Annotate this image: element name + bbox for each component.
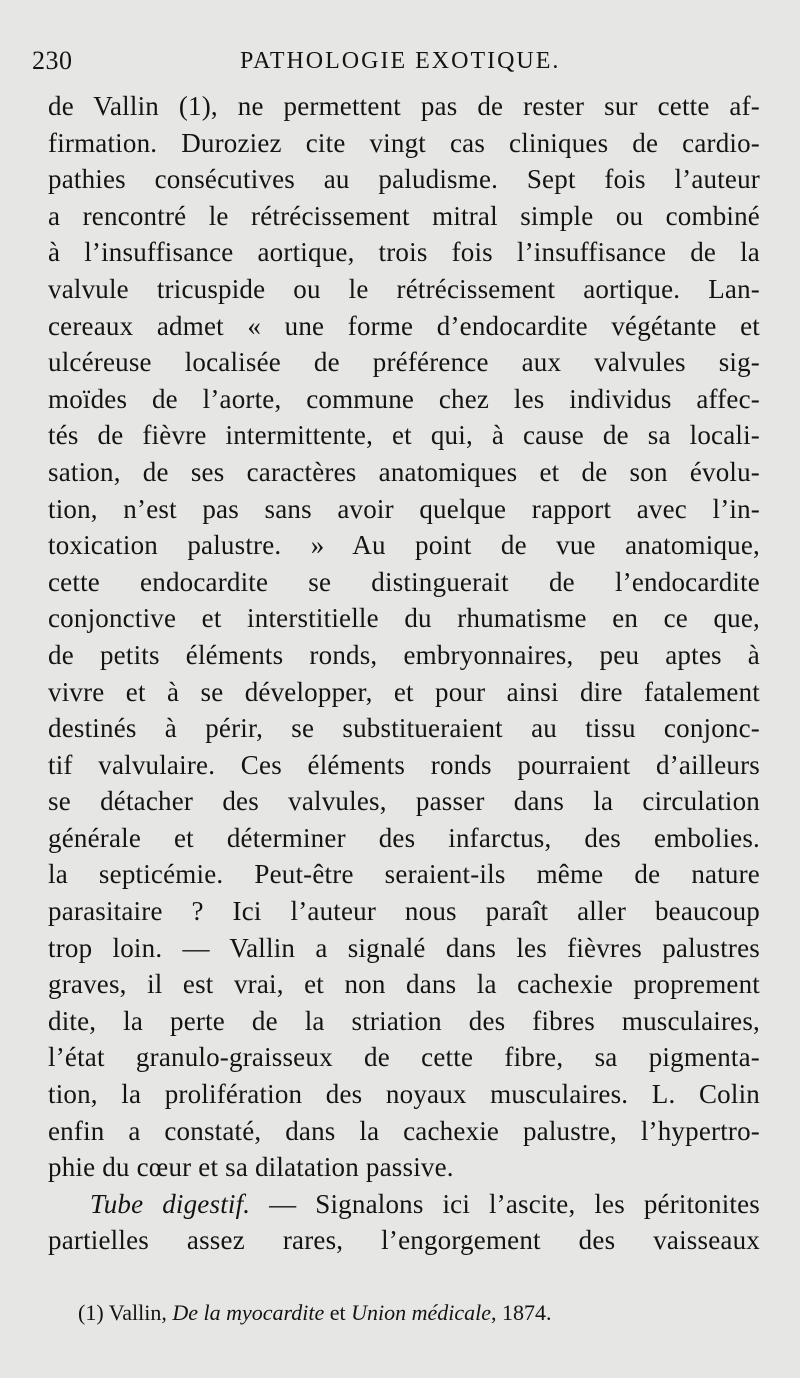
text-line: dite, la perte de la striation des fibres musculaires, xyxy=(48,1005,760,1036)
text-line: cereaux admet « une forme d’endocardite végétante et xyxy=(48,310,760,341)
section-line xyxy=(48,1186,760,1223)
text-line: toxication palustre. » Au point de vue anatomique, xyxy=(48,530,760,561)
text-line: valvule tricuspide ou le rétrécissement aortique. Lan- xyxy=(48,273,760,304)
footnote-title-1: De la myocardite xyxy=(172,1300,325,1325)
text-line: parasitaire ? Ici l’auteur nous paraît aller beaucoup xyxy=(48,896,760,927)
text-line: firmation. Duroziez cite vingt cas cliniques de cardio- xyxy=(48,127,760,158)
text-line: partielles assez rares, l’engorgement des vaisseaux xyxy=(48,1225,760,1256)
text-line: se détacher des valvules, passer dans la circulation xyxy=(48,786,760,817)
text-line: sation, de ses caractères anatomiques et de son évolu- xyxy=(48,456,760,487)
running-title: PATHOLOGIE EXOTIQUE. xyxy=(240,48,561,74)
text-line: cette endocardite se distinguerait de l’endocardite xyxy=(48,566,760,597)
page-header xyxy=(30,40,748,80)
footnote-marker: (1) xyxy=(78,1300,104,1325)
text-line: a rencontré le rétrécissement mitral simple ou combiné xyxy=(48,200,760,231)
text-line: conjonctive et interstitielle du rhumatisme en ce que, xyxy=(48,603,760,634)
text-line: tif valvulaire. Ces éléments ronds pourraient d’ailleurs xyxy=(48,749,760,780)
footnote-year: , 1874. xyxy=(491,1300,552,1325)
text-line: ulcéreuse localisée de préférence aux valvules sig- xyxy=(48,347,760,378)
text-line: l’état granulo-graisseux de cette fibre, sa pigmenta- xyxy=(48,1042,760,1073)
text-line: tés de fièvre intermittente, et qui, à cause de sa locali- xyxy=(48,420,760,451)
section-heading: Tube digestif. xyxy=(90,1188,251,1219)
text-line: pathies consécutives au paludisme. Sept fois l’auteur xyxy=(48,164,760,195)
text-line: graves, il est vrai, et non dans la cachexie proprement xyxy=(48,969,760,1000)
text-line: à l’insuffisance aortique, trois fois l’insuffisance de la xyxy=(48,237,760,268)
text-line: générale et déterminer des infarctus, des embolies. xyxy=(48,822,760,853)
text-line: enfin a constaté, dans la cachexie palustre, l’hypertro- xyxy=(48,1115,760,1146)
text-line: vivre et à se développer, et pour ainsi dire fatalement xyxy=(48,676,760,707)
text-line: destinés à périr, se substitueraient au tissu conjonc- xyxy=(48,713,760,744)
text-line: trop loin. — Vallin a signalé dans les fièvres palustres xyxy=(48,932,760,963)
body-text xyxy=(48,88,760,1259)
text-line: de petits éléments ronds, embryonnaires, peu aptes à xyxy=(48,639,760,670)
footnote xyxy=(78,1300,718,1326)
text-line: tion, n’est pas sans avoir quelque rapport avec l’in- xyxy=(48,493,760,524)
text-line: phie du cœur et sa dilatation passive. xyxy=(48,1152,454,1183)
text-line: tion, la prolifération des noyaux musculaires. L. Colin xyxy=(48,1079,760,1110)
text-line: de Vallin (1), ne permettent pas de rester sur cette af- xyxy=(48,91,760,121)
text-line: la septicémie. Peut-être seraient-ils même de nature xyxy=(48,859,760,890)
footnote-conjunction: et xyxy=(329,1300,346,1325)
footnote-author: Vallin, xyxy=(108,1300,167,1325)
section-text: — Signalons ici l’ascite, les péritonites xyxy=(250,1188,760,1219)
page-number: 230 xyxy=(32,46,73,75)
footnote-title-2: Union médicale xyxy=(351,1300,492,1325)
text-line: moïdes de l’aorte, commune chez les individus affec- xyxy=(48,383,760,414)
